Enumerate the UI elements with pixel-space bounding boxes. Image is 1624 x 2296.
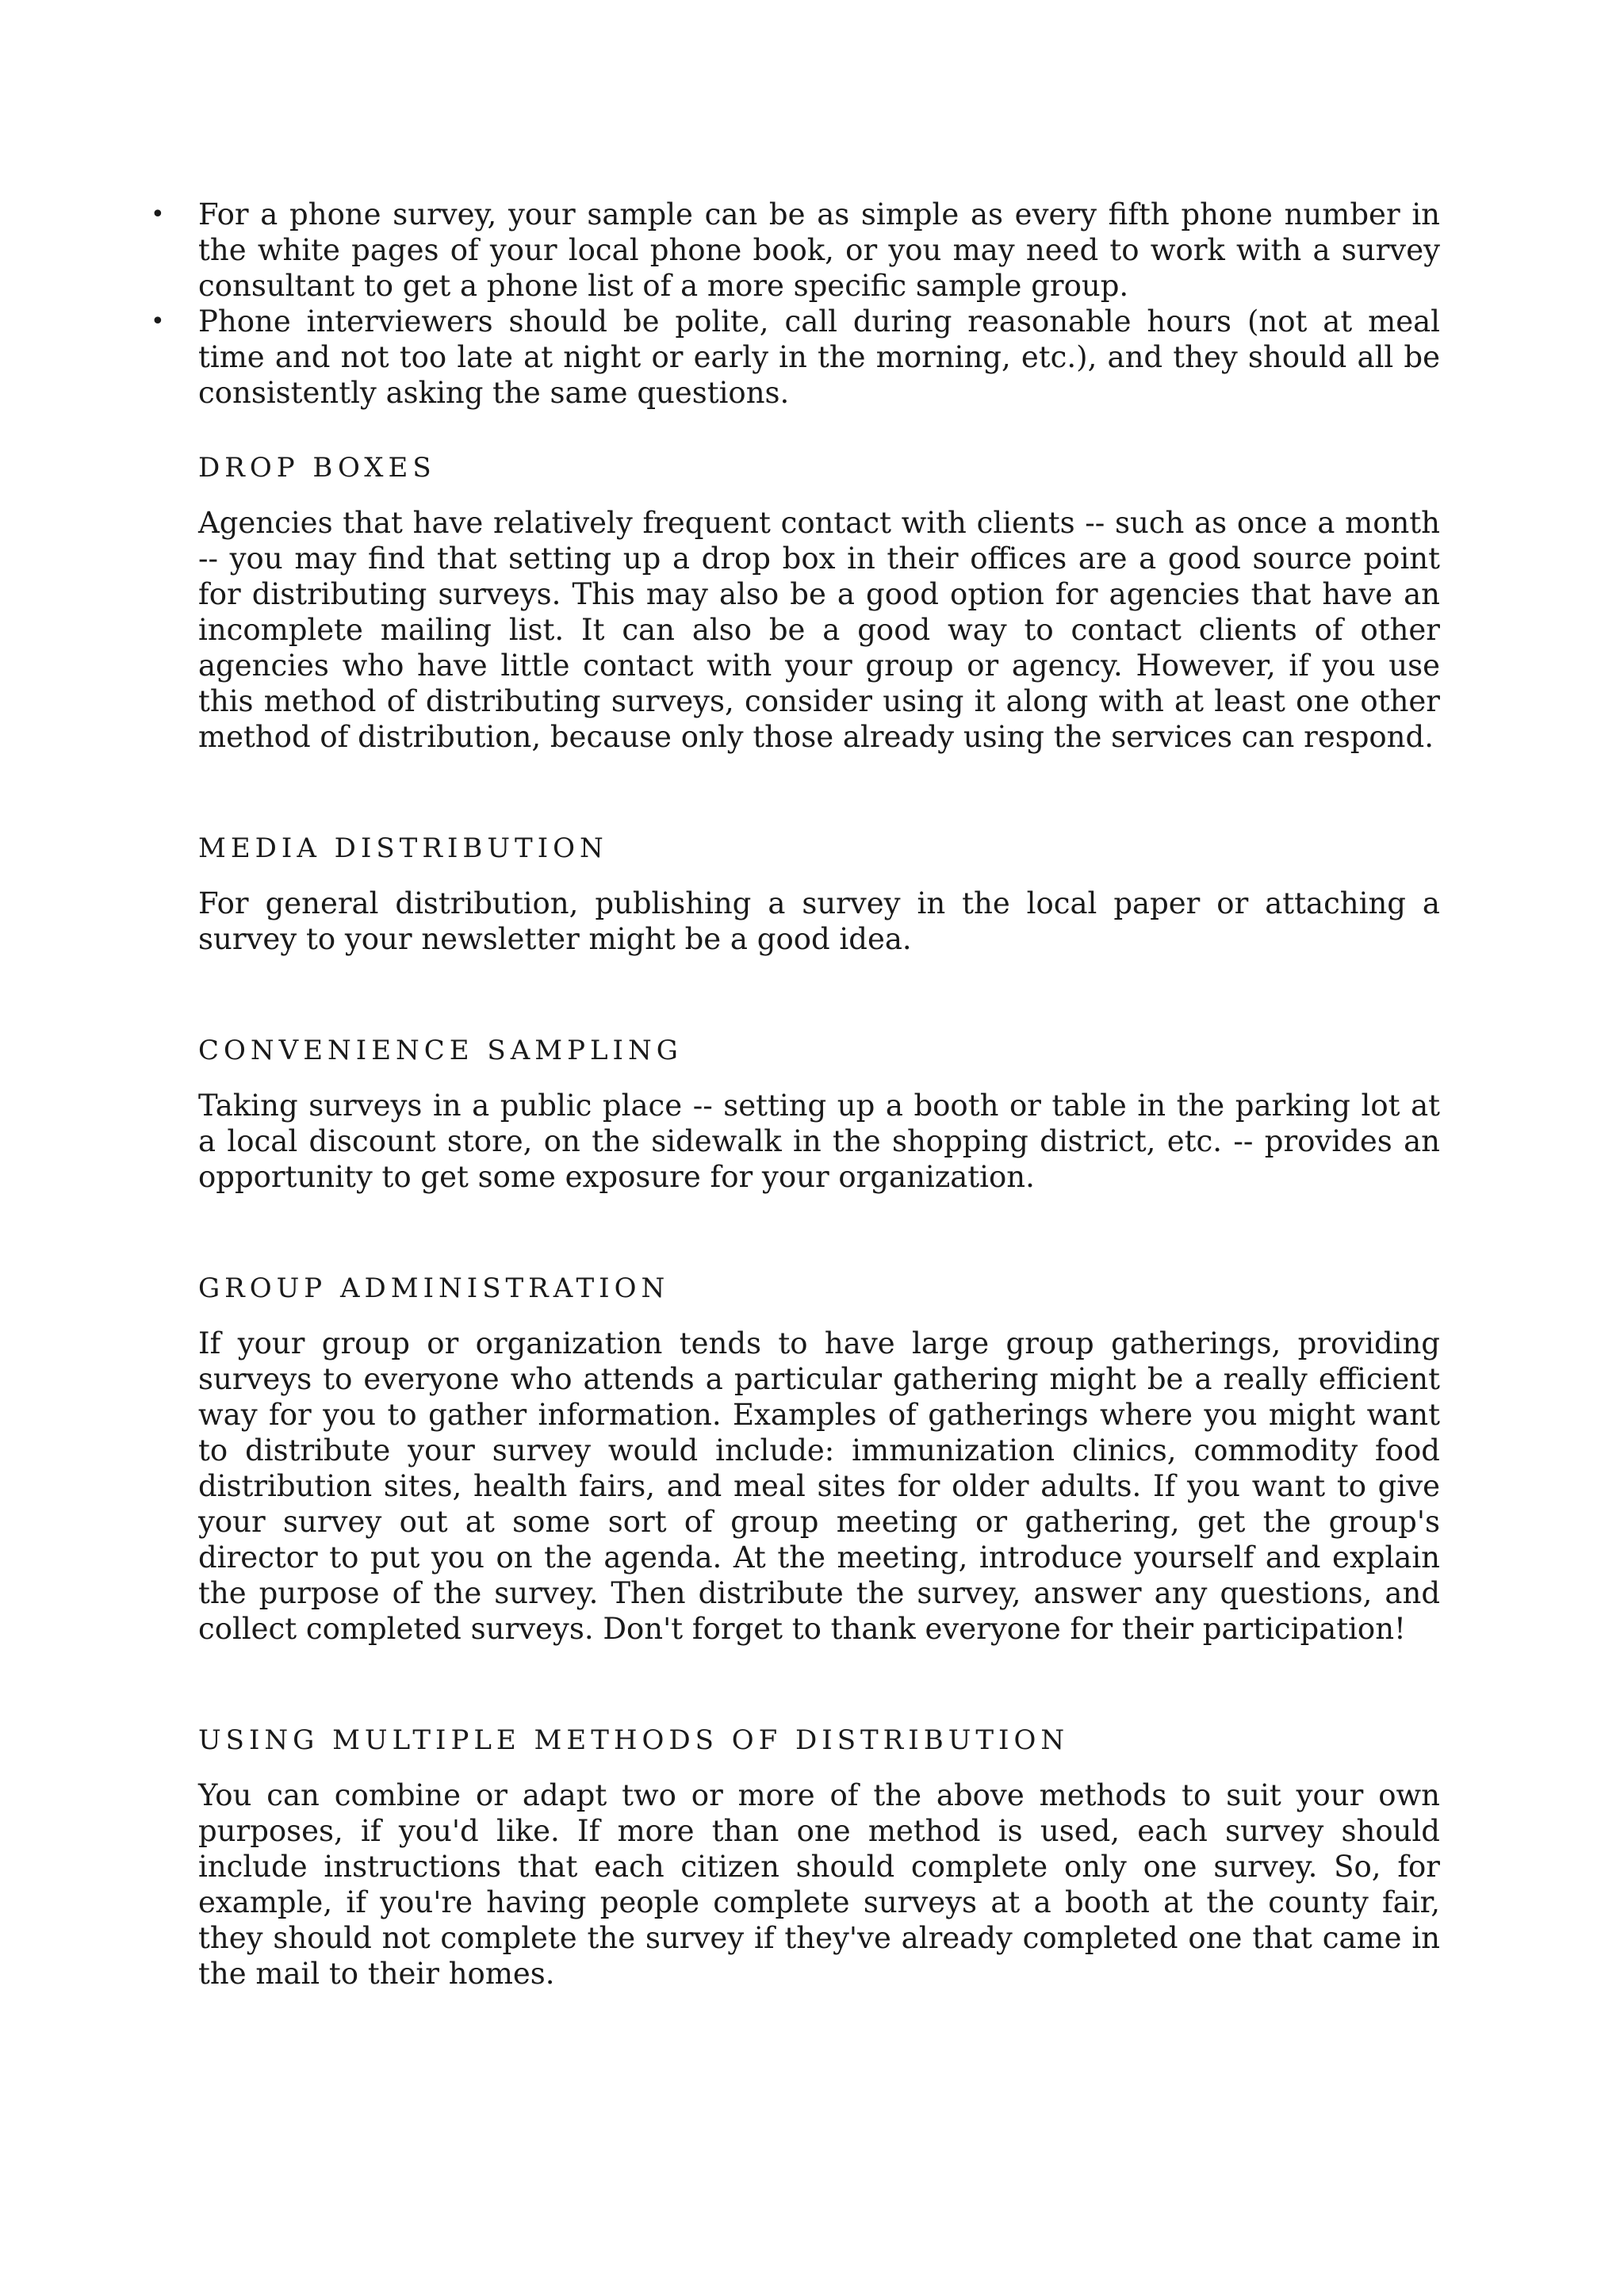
section-body: Taking surveys in a public place -- setting up a booth or table in the parking lot at a local discount store, on the sidewalk in the shopping district, etc. -- provides an opportunity to get some exposure for your organization. [198, 1089, 1440, 1194]
section-body: For general distribution, publishing a survey in the local paper or attaching a survey to your newsletter might be a good idea. [198, 886, 1440, 956]
bullet-item [151, 197, 1440, 304]
phone-survey-bullet-list [151, 197, 1440, 411]
section-heading: CONVENIENCE SAMPLING [198, 1035, 683, 1066]
section-heading: MEDIA DISTRIBUTION [198, 832, 608, 864]
section-heading: DROP BOXES [198, 452, 436, 484]
document-page [151, 197, 1440, 1992]
bullet-glyph: • [151, 201, 165, 228]
section-convenience-sampling [198, 1033, 1440, 1195]
section-media-distribution [198, 831, 1440, 957]
bullet-text: Phone interviewers should be polite, call during reasonable hours (not at meal time and not too late at night or early in the morning, etc.), and they should all be consistently asking the same questions. [198, 304, 1440, 410]
section-heading: USING MULTIPLE METHODS OF DISTRIBUTION [198, 1724, 1070, 1756]
section-heading: GROUP ADMINISTRATION [198, 1272, 670, 1304]
section-multiple-methods [198, 1723, 1440, 1992]
bullet-text: For a phone survey, your sample can be as simple as every fifth phone number in the white pages of your local phone book, or you may need to work with a survey consultant to get a phone list of a more specific sample group. [198, 197, 1440, 303]
bullet-glyph: • [151, 308, 165, 335]
section-body: You can combine or adapt two or more of the above methods to suit your own purposes, if you'd like. If more than one method is used, each survey should include instructions that each citizen should complete only one survey. So, for example, if you're having people complete surveys at a booth at the county fair, they should not complete the survey if they've already completed one that came in the mail to their homes. [198, 1778, 1440, 1991]
section-group-administration [198, 1271, 1440, 1647]
bullet-item [151, 304, 1440, 411]
section-body: If your group or organization tends to have large group gatherings, providing surveys to everyone who attends a particular gathering might be a really efficient way for you to gather information. Examples of gatherings where you might want to distribute your survey would include: immunization clinics, commodity food distribution sites, health fairs, and meal sites for older adults. If you want to give your survey out at some sort of group meeting or gathering, get the group's director to put you on the agenda. At the meeting, introduce yourself and explain the purpose of the survey. Then distribute the survey, answer any questions, and collect completed surveys. Don't forget to thank everyone for their participation! [198, 1326, 1440, 1646]
section-drop-boxes [198, 450, 1440, 755]
section-body: Agencies that have relatively frequent contact with clients -- such as once a month -- you may find that setting up a drop box in their offices are a good source point for distributing surveys. This may also be a good option for agencies that have an incomplete mailing list. It can also be a good way to contact clients of other agencies who have little contact with your group or agency. However, if you use this method of distributing surveys, consider using it along with at least one other method of distribution, because only those already using the services can respond. [198, 506, 1440, 754]
